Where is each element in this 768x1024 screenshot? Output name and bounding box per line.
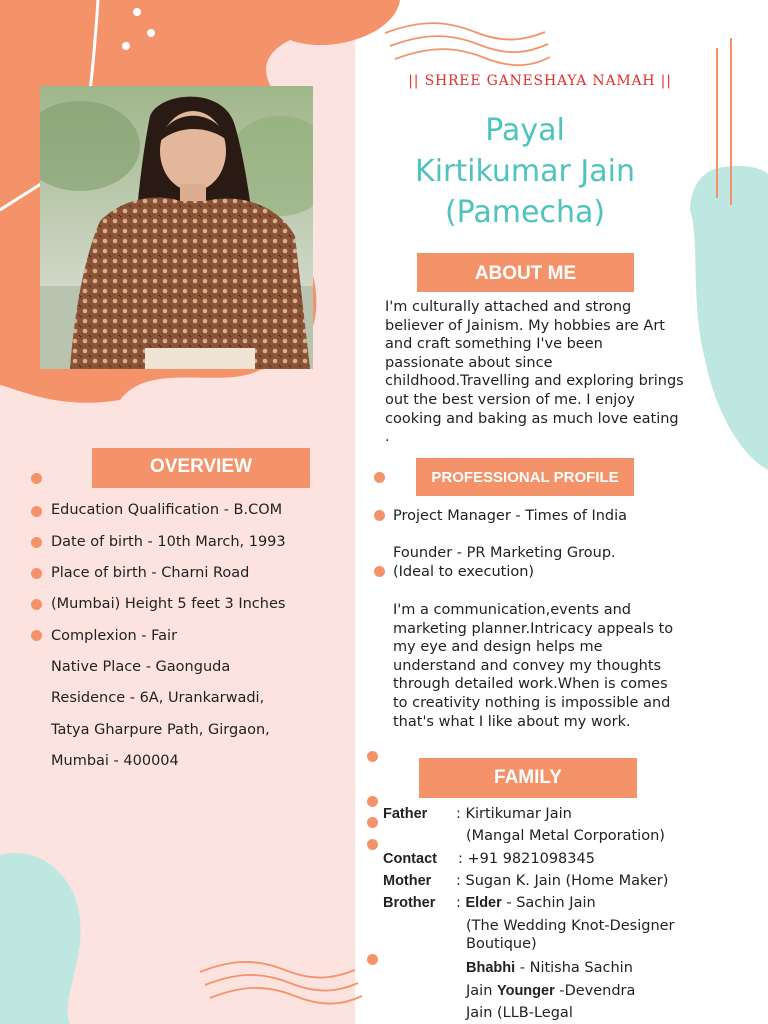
elder-value: - Sachin Jain [501,895,596,911]
overview-item-dob: Date of birth - 10th March, 1993 [51,534,286,550]
overview-item-city: Mumbai - 400004 [51,753,179,769]
bullet-dot [374,566,385,577]
bullet-dot [31,506,42,517]
bullet-dot [367,817,378,828]
bullet-dot [31,599,42,610]
mother-label: Mother [383,873,432,889]
bullet-dot [367,751,378,762]
professional-line-1: Project Manager - Times of India [393,508,628,524]
bullet-dot [367,954,378,965]
contact-value: : +91 9821098345 [458,851,595,867]
overview-item-native: Native Place - Gaonguda [51,659,231,675]
brother-colon: : [456,895,466,911]
younger-brother-row [466,983,635,999]
page-title [380,110,670,233]
bullet-dot [374,510,385,521]
elder-company-line-2: Boutique) [466,936,537,952]
bullet-dot [374,472,385,483]
family-heading: FAMILY [419,758,637,798]
bullet-dot [31,630,42,641]
bhabhi-row [466,960,633,976]
overview-item-height: (Mumbai) Height 5 feet 3 Inches [51,596,286,612]
overview-item-education: Education Qualification - B.COM [51,502,283,518]
mother-value: : Sugan K. Jain (Home Maker) [456,873,669,889]
name-line-2: Kirtikumar Jain [415,154,635,189]
overview-item-birthplace: Place of birth - Charni Road [51,565,250,581]
overview-item-residence: Residence - 6A, Urankarwadi, [51,690,265,706]
professional-paragraph: I'm a communication,events and marketing planner.Intricacy appeals to my eye and design helps me understand and convey my thoughts through detailed work.When is comes to creativity nothing is impossible and that's what I like about my work. [393,602,674,730]
younger-label: Younger [497,983,555,999]
brother-label: Brother [383,895,436,911]
younger-cont: Jain (LLB-Legal [466,1005,573,1021]
name-line-3: (Pamecha) [444,195,606,230]
tagline: || SHREE GANESHAYA NAMAH || [408,73,672,89]
overview-item-address: Tatya Gharpure Path, Girgaon, [51,722,270,738]
bhabhi-label: Bhabhi [466,960,516,976]
bullet-dot [31,568,42,579]
professional-heading: PROFESSIONAL PROFILE [416,458,634,496]
father-company: (Mangal Metal Corporation) [466,828,665,844]
name-line-1: Payal [485,113,565,148]
bullet-dot [31,537,42,548]
father-label: Father [383,806,428,822]
younger-value: -Devendra [554,983,636,999]
overview-heading: OVERVIEW [92,448,310,488]
family-father-row [383,806,427,822]
bhabhi-cont: Jain [466,983,497,999]
bullet-dot [367,839,378,850]
bullet-dot [367,796,378,807]
elder-company-line-1: (The Wedding Knot-Designer [466,918,675,934]
contact-label: Contact [383,851,437,867]
bhabhi-value: - Nitisha Sachin [515,960,633,976]
elder-brother-row [456,895,596,911]
profile-photo [40,86,313,369]
about-heading: ABOUT ME [417,253,634,292]
professional-line-3: (Ideal to execution) [393,564,535,580]
elder-label: Elder [465,895,502,911]
family-contact-row [383,851,437,867]
family-brother-row [383,895,435,911]
professional-line-2: Founder - PR Marketing Group. [393,545,616,561]
about-text: I'm culturally attached and strong believer of Jainism. My hobbies are Art and craft something I've been passionate about since childhood.Travelling and exploring brings out the best version of me. I enjoy cooking and baking as much love eating . [385,299,684,446]
overview-item-complexion: Complexion - Fair [51,628,178,644]
family-mother-row [383,873,431,889]
bullet-dot [31,473,42,484]
father-value: : Kirtikumar Jain [456,806,572,822]
